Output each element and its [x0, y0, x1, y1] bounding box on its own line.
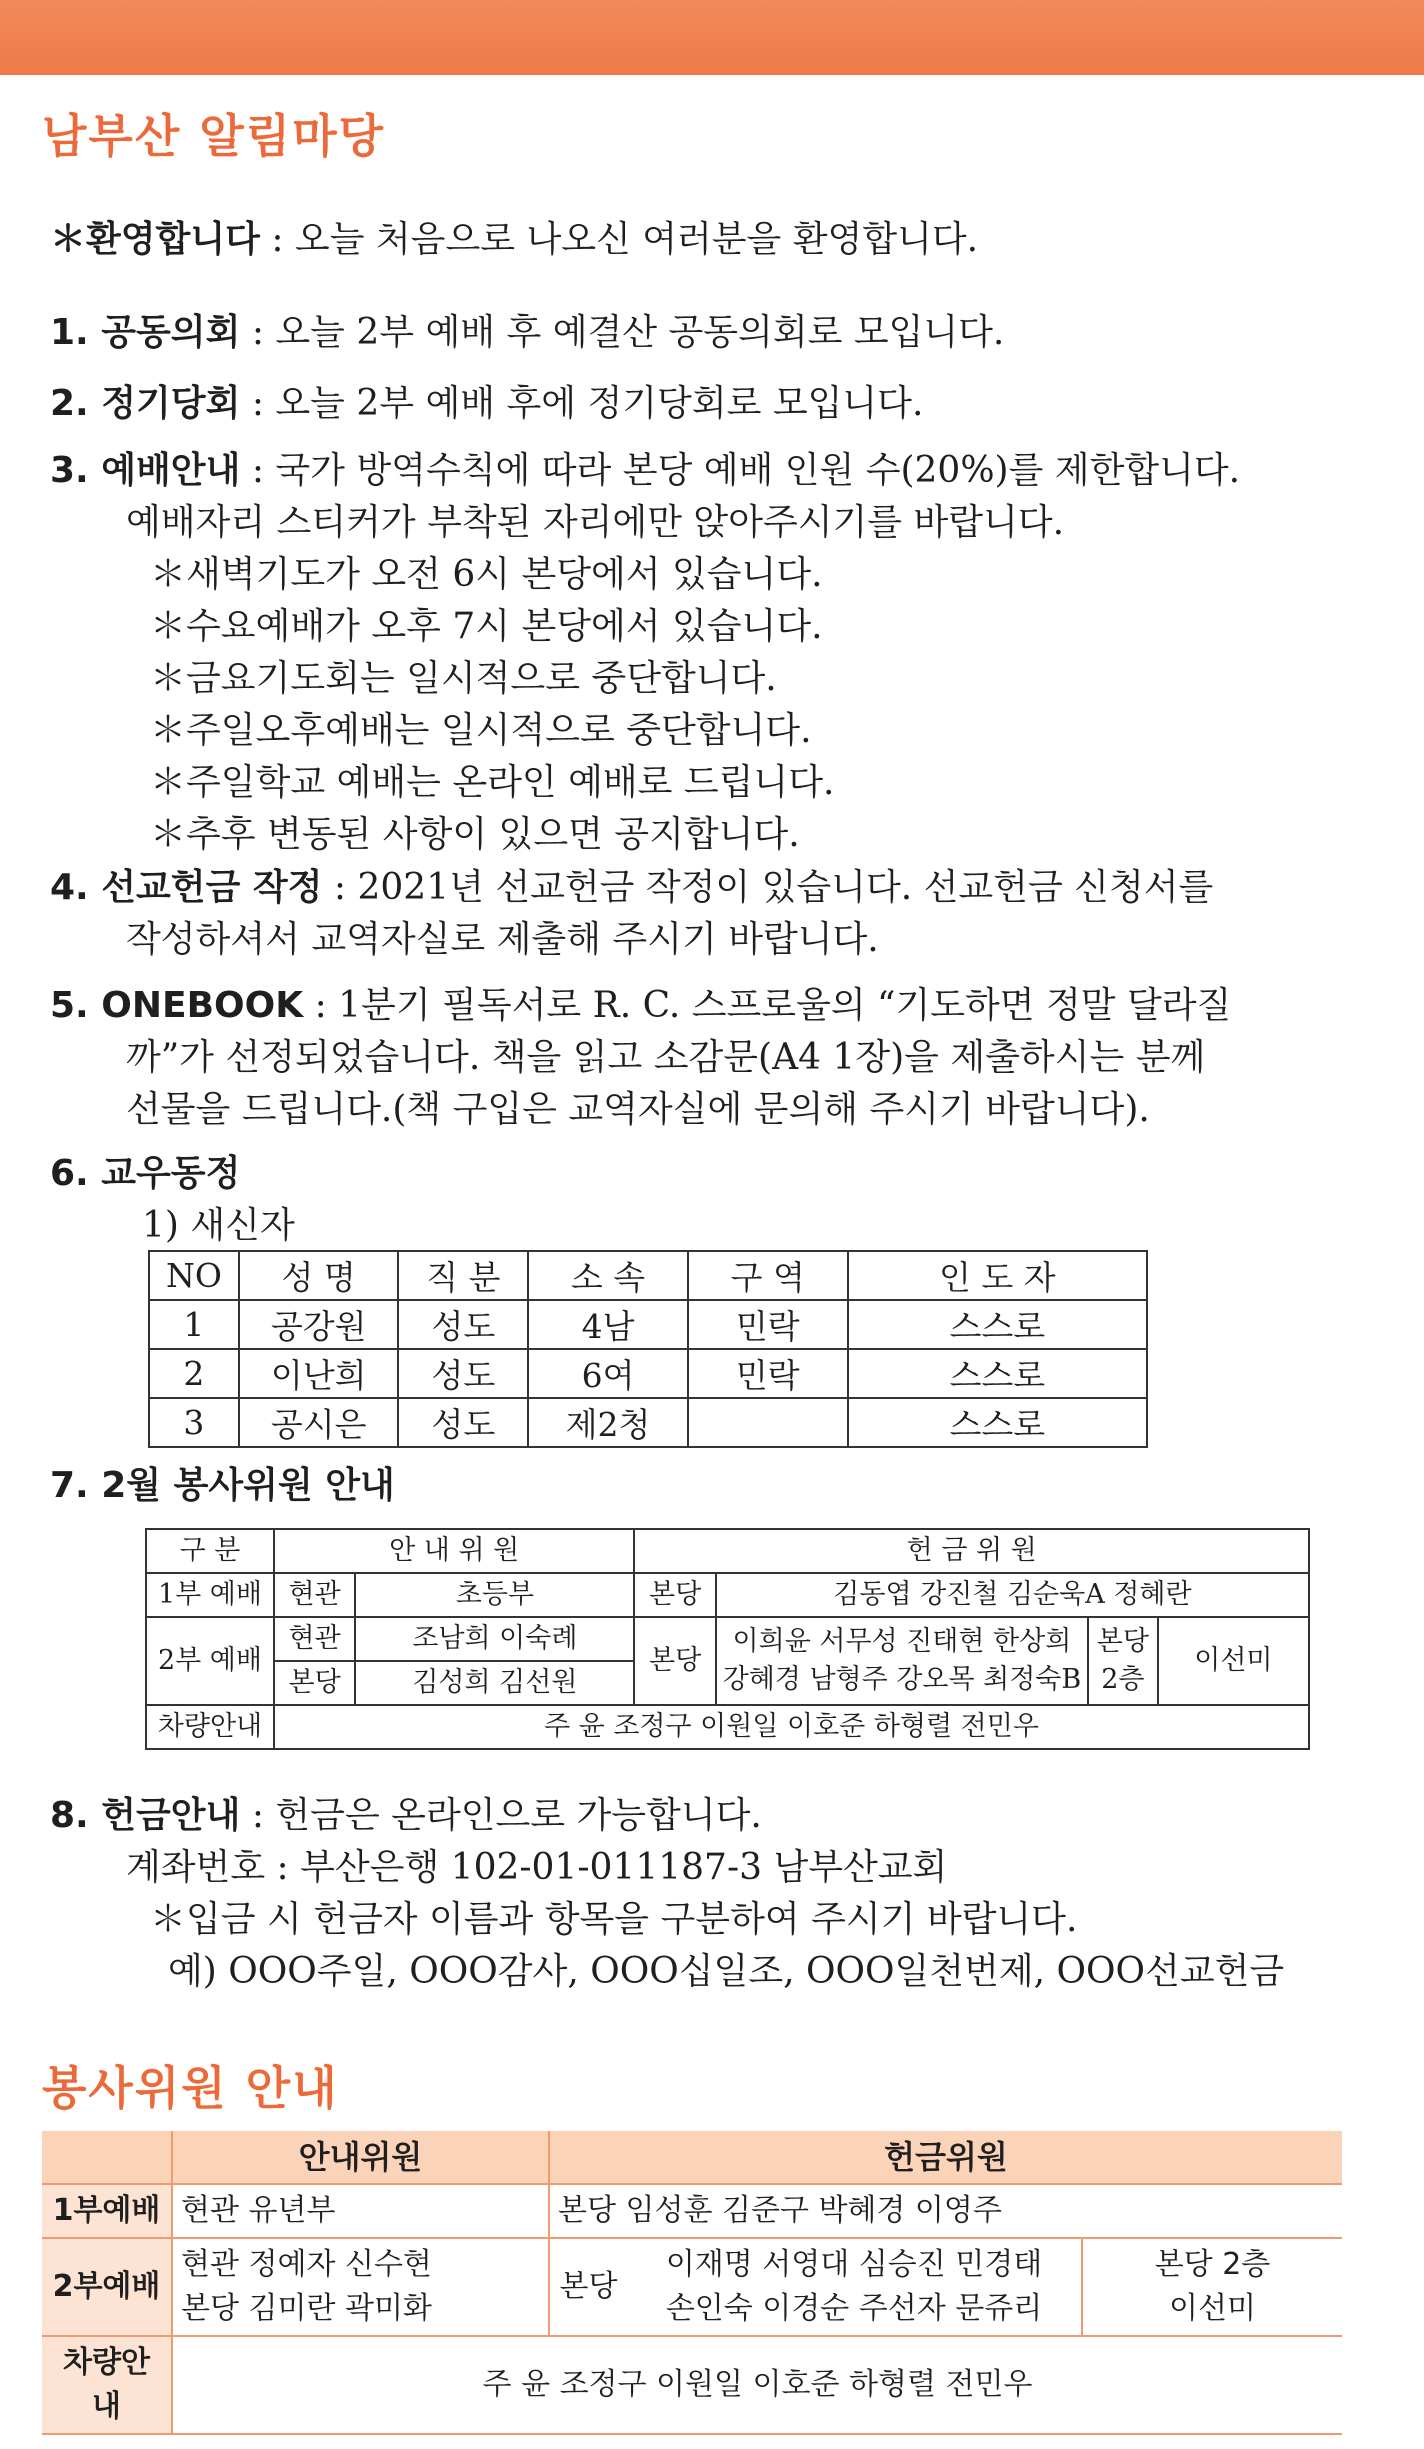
col-header-empty	[42, 2131, 172, 2184]
place-cell: 본당	[274, 1661, 355, 1705]
item-8-account: 계좌번호 : 부산은행 102-01-011187-3 남부산교회	[126, 1847, 948, 1888]
item-5-text2: 까”가 선정되었습니다. 책을 읽고 소감문(A4 1장)을 제출하시는 분께	[126, 1037, 1206, 1078]
item-5-text3: 선물을 드립니다.(책 구입은 교역자실에 문의해 주시기 바랍니다).	[126, 1089, 1150, 1130]
item-1	[50, 307, 1380, 359]
guide-cell: 현관 유년부	[172, 2184, 549, 2238]
col-header: 헌금위원	[549, 2131, 1342, 2184]
table-header-row	[149, 1251, 1147, 1300]
table-cell: 성도	[398, 1349, 528, 1398]
col-header: 헌 금 위 원	[634, 1529, 1309, 1573]
notice-section-title: 남부산 알림마당	[42, 109, 386, 163]
item-3-label: 3. 예배안내	[50, 450, 241, 491]
names-line: 강혜경 남형주 강오목 최정숙B	[722, 1664, 1082, 1695]
col-header: 안 내 위 원	[274, 1529, 635, 1573]
col-header: 직 분	[398, 1251, 528, 1300]
item-8	[50, 1790, 1380, 1998]
guide-cell	[172, 2238, 549, 2336]
names-line: 이선미	[1169, 2291, 1256, 2326]
item-6	[50, 1148, 1380, 1252]
row-label: 1부예배	[42, 2184, 172, 2238]
table-header-row	[146, 1529, 1309, 1573]
item-8-example: 예) OOO주일, OOO감사, OOO십일조, OOO일천번제, OOO선교헌금	[168, 1951, 1285, 1992]
table-cell: 스스로	[848, 1398, 1147, 1447]
table-cell: 공강원	[239, 1300, 399, 1349]
item-5-label: 5. ONEBOOK	[50, 985, 304, 1026]
col-header: 성 명	[239, 1251, 399, 1300]
row-label: 2부 예배	[146, 1617, 274, 1705]
names-cell: 주 윤 조정구 이원일 이호준 하형렬 전민우	[172, 2336, 1342, 2434]
col-header: 안내위원	[172, 2131, 549, 2184]
row-label: 차량안내	[146, 1705, 274, 1749]
names-cell: 주 윤 조정구 이원일 이호준 하형렬 전민우	[274, 1705, 1309, 1749]
names-cell: 초등부	[355, 1573, 634, 1617]
table-cell: 스스로	[848, 1300, 1147, 1349]
item-8-label: 8. 헌금안내	[50, 1795, 241, 1836]
table-cell: 4남	[528, 1300, 688, 1349]
names-line: 손인숙 이경순 주선자 문쥬리	[665, 2291, 1043, 2326]
table-cell: 6여	[528, 1349, 688, 1398]
item-4	[50, 862, 1380, 966]
item-5	[50, 980, 1380, 1136]
place-cell: 현관	[274, 1573, 355, 1617]
volunteer-section-title: 봉사위원 안내	[42, 2061, 339, 2115]
row-label: 2부예배	[42, 2238, 172, 2336]
names-cell: 김성희 김선원	[355, 1661, 634, 1705]
place-cell: 본당 2층	[1088, 1617, 1158, 1705]
item-6-label: 6. 교우동정	[50, 1153, 241, 1194]
item-4-label: 4. 선교헌금 작정	[50, 867, 323, 908]
item-3-bullet: ＊금요기도회는 일시적으로 중단합니다.	[150, 658, 777, 699]
table-row	[146, 1705, 1309, 1749]
row-label: 1부 예배	[146, 1573, 274, 1617]
feb-volunteers-table	[145, 1528, 1310, 1750]
item-2-text: : 오늘 2부 예배 후에 정기당회로 모입니다.	[251, 383, 924, 424]
col-header: 구 역	[688, 1251, 848, 1300]
welcome-text: : 오늘 처음으로 나오신 여러분을 환영합니다.	[271, 219, 979, 260]
item-4-text: : 2021년 선교헌금 작정이 있습니다. 선교헌금 신청서를	[333, 867, 1214, 908]
row-label: 차량안내	[42, 2336, 172, 2434]
welcome-line	[50, 214, 1380, 266]
table-cell: 공시은	[239, 1398, 399, 1447]
place-cell: 본당	[634, 1573, 715, 1617]
guide-line: 현관 정예자 신수현	[181, 2247, 432, 2282]
item-1-label: 1. 공동의회	[50, 312, 241, 353]
item-2-label: 2. 정기당회	[50, 383, 241, 424]
names-cell: 이선미	[1158, 1617, 1309, 1705]
table-row	[149, 1398, 1147, 1447]
item-3-bullet: ＊수요예배가 오후 7시 본당에서 있습니다.	[150, 606, 823, 647]
offering-cell	[627, 2238, 1082, 2336]
item-3-bullet: ＊추후 변동된 사항이 있으면 공지합니다.	[150, 814, 800, 855]
place-cell: 본당	[634, 1617, 715, 1705]
table-row	[42, 2184, 1342, 2238]
col-header: NO	[149, 1251, 239, 1300]
place-cell: 현관	[274, 1617, 355, 1661]
guide-line: 본당 김미란 곽미화	[181, 2291, 432, 2326]
item-3-text: : 국가 방역수칙에 따라 본당 예배 인원 수(20%)를 제한합니다.	[251, 450, 1241, 491]
table-cell	[688, 1398, 848, 1447]
volunteers-table	[42, 2131, 1342, 2435]
table-row	[146, 1573, 1309, 1617]
col-header: 소 속	[528, 1251, 688, 1300]
item-3-bullet: ＊주일학교 예배는 온라인 예배로 드립니다.	[150, 762, 835, 803]
table-row	[42, 2238, 1342, 2336]
item-8-text: : 헌금은 온라인으로 가능합니다.	[251, 1795, 762, 1836]
offering-cell: 본당 임성훈 김준구 박혜경 이영주	[549, 2184, 1342, 2238]
item-3	[50, 445, 1380, 861]
table-cell: 3	[149, 1398, 239, 1447]
item-1-text: : 오늘 2부 예배 후 예결산 공동의회로 모입니다.	[251, 312, 1005, 353]
top-color-band	[0, 0, 1424, 75]
item-3-text2: 예배자리 스티커가 부착된 자리에만 앉아주시기를 바랍니다.	[126, 502, 1065, 543]
col-header: 구 분	[146, 1529, 274, 1573]
table-cell: 민락	[688, 1300, 848, 1349]
item-3-bullet: ＊새벽기도가 오전 6시 본당에서 있습니다.	[150, 554, 823, 595]
item-5-text: : 1분기 필독서로 R. C. 스프로울의 “기도하면 정말 달라질	[314, 985, 1232, 1026]
newcomers-table	[148, 1250, 1148, 1448]
names-line: 이재명 서영대 심승진 민경태	[665, 2247, 1043, 2282]
item-8-note: ＊입금 시 헌금자 이름과 항목을 구분하여 주시기 바랍니다.	[150, 1899, 1078, 1940]
item-6-subtitle: 1) 새신자	[142, 1205, 295, 1246]
item-7	[50, 1460, 1380, 1512]
item-3-bullet: ＊주일오후예배는 일시적으로 중단합니다.	[150, 710, 812, 751]
names-line: 이희윤 서무성 진태현 한상희	[732, 1626, 1072, 1657]
table-cell: 제2청	[528, 1398, 688, 1447]
table-cell: 스스로	[848, 1349, 1147, 1398]
names-cell	[716, 1617, 1088, 1705]
table-row	[149, 1349, 1147, 1398]
table-cell: 민락	[688, 1349, 848, 1398]
offering-cell-2f	[1082, 2238, 1342, 2336]
table-cell: 2	[149, 1349, 239, 1398]
table-cell: 이난희	[239, 1349, 399, 1398]
names-cell: 김동엽 강진철 김순욱A 정혜란	[716, 1573, 1309, 1617]
item-7-label: 7. 2월 봉사위원 안내	[50, 1465, 395, 1506]
names-cell: 조남희 이숙례	[355, 1617, 634, 1661]
table-cell: 성도	[398, 1300, 528, 1349]
table-cell: 1	[149, 1300, 239, 1349]
table-cell: 성도	[398, 1398, 528, 1447]
table-row	[42, 2336, 1342, 2434]
place-cell: 본당	[549, 2238, 627, 2336]
table-header-row	[42, 2131, 1342, 2184]
welcome-label: ＊환영합니다	[50, 219, 260, 260]
table-row	[146, 1617, 1309, 1661]
item-2	[50, 378, 1380, 430]
table-row	[149, 1300, 1147, 1349]
item-4-text2: 작성하셔서 교역자실로 제출해 주시기 바랍니다.	[126, 919, 879, 960]
col-header: 인 도 자	[848, 1251, 1147, 1300]
place-line: 본당 2층	[1154, 2247, 1271, 2282]
